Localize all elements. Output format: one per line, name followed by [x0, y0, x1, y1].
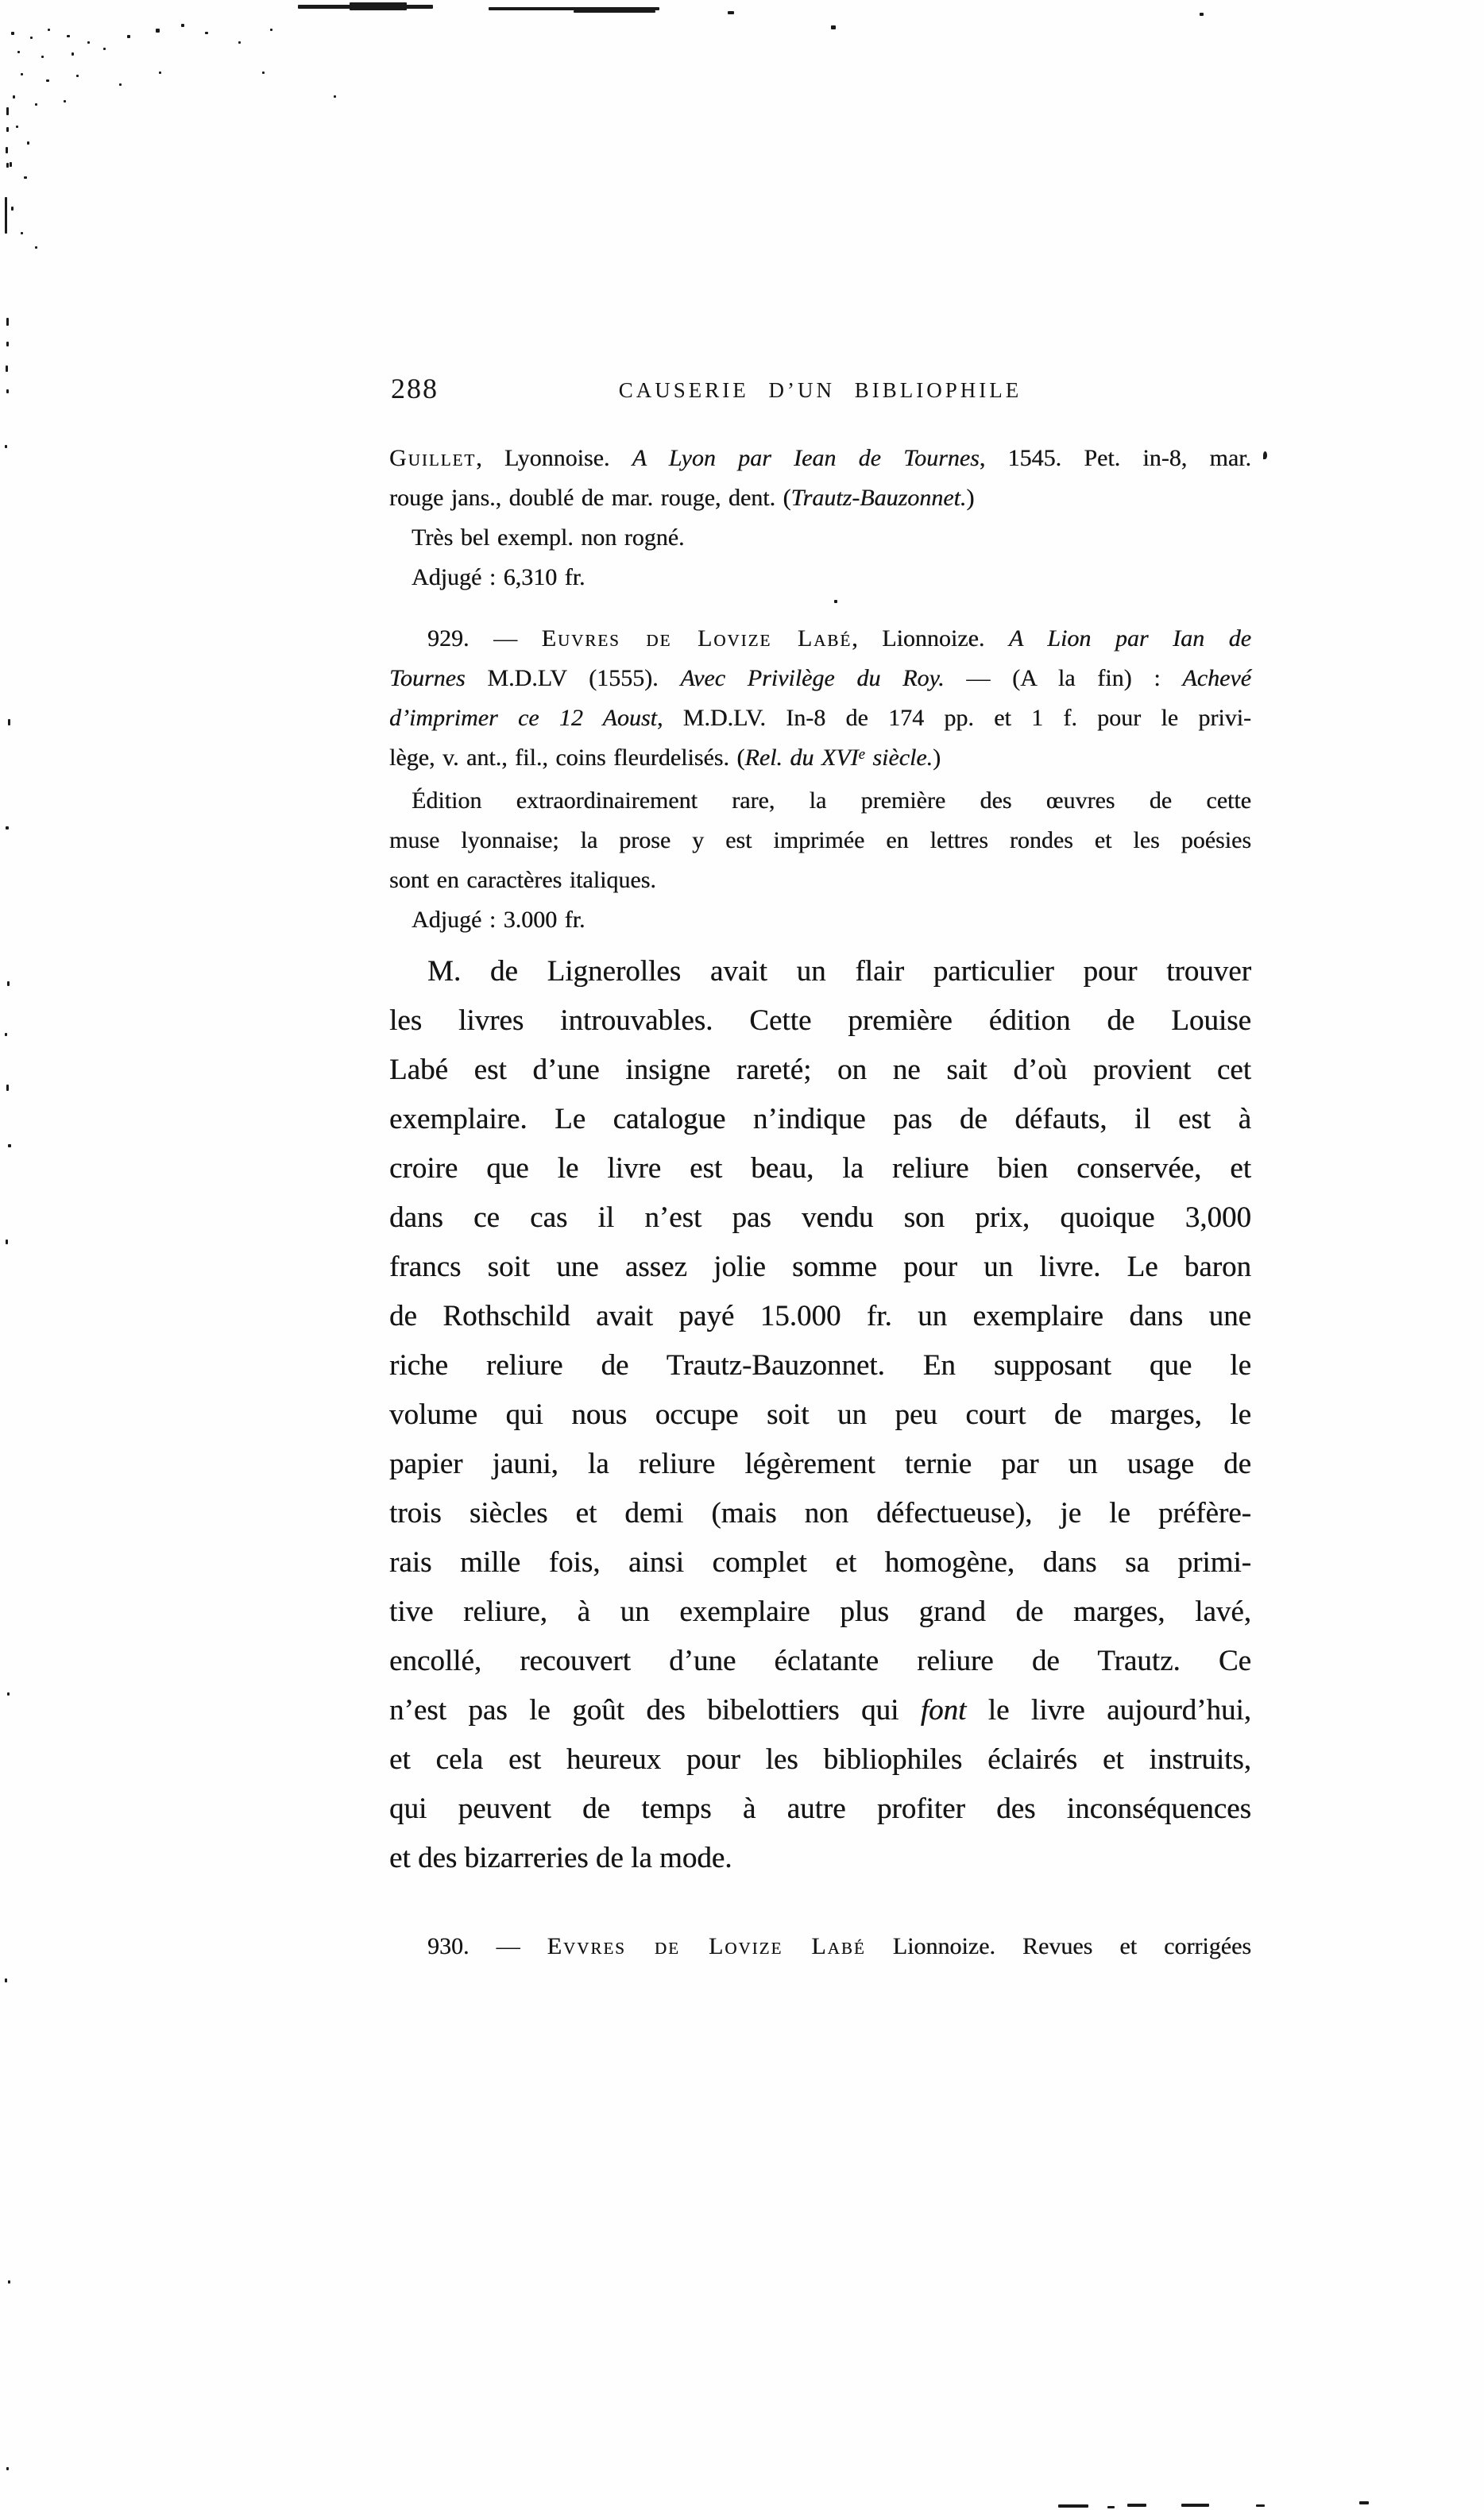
italic-segment: font	[920, 1694, 967, 1727]
scan-speckle	[1058, 2504, 1088, 2508]
smallcaps-segment: Euvres de Lovize Labé	[541, 625, 852, 652]
text-line	[389, 1193, 1251, 1243]
scan-speckle	[103, 48, 106, 50]
text-line	[389, 518, 1251, 558]
text-line	[389, 947, 1251, 996]
scan-speckle	[6, 342, 9, 346]
text-line	[389, 1390, 1251, 1440]
text-segment: tive reliure, à un exemplaire plus grand de marges, lavé,	[389, 1595, 1251, 1628]
text-line	[389, 1927, 1251, 1967]
scan-speckle	[1107, 2506, 1115, 2508]
text-segment: riche reliure de Trautz-Bauzonnet. En supposant que le	[389, 1349, 1251, 1382]
text-line	[389, 1095, 1251, 1144]
text-line	[389, 781, 1251, 821]
scan-speckle	[1359, 2501, 1369, 2504]
smallcaps-segment: Guillet	[389, 445, 477, 471]
text-segment: 929. —	[427, 625, 542, 652]
scan-speckle	[6, 2467, 9, 2470]
entry-930	[389, 1927, 1251, 1967]
text-segment: sont en caractères italiques.	[389, 867, 656, 893]
text-segment: Édition extraordinairement rare, la première des œuvres de cette	[412, 787, 1251, 814]
scan-speckle	[6, 1085, 9, 1091]
scan-speckle	[1256, 2504, 1265, 2507]
text-line	[389, 821, 1251, 861]
text-line	[389, 1735, 1251, 1785]
scan-speckle	[127, 35, 130, 38]
text-line	[389, 439, 1251, 478]
text-segment: , Lyonnoise.	[476, 445, 632, 471]
text-segment: n’est pas le goût des bibelottiers qui	[389, 1694, 921, 1727]
text-segment: les livres introuvables. Cette première édition de Louise	[389, 1004, 1251, 1037]
scan-speckle	[48, 29, 50, 31]
scan-speckle	[7, 1692, 10, 1696]
text-line	[389, 1834, 1251, 1883]
text-line	[389, 1243, 1251, 1292]
text-line	[389, 738, 1251, 781]
scan-speckle	[76, 75, 79, 77]
text-segment: )	[966, 485, 975, 511]
scan-speckle	[159, 72, 161, 74]
scan-speckle	[1181, 2504, 1209, 2507]
text-line	[389, 996, 1251, 1046]
scan-speckle	[16, 126, 18, 128]
superscript-segment: e	[858, 745, 865, 763]
scan-speckle	[7, 981, 10, 986]
scan-speckle	[834, 600, 837, 603]
italic-segment: A Lion par Ian de	[1008, 625, 1251, 652]
text-segment: et cela est heureux pour les bibliophiles éclairés et instruits,	[389, 1743, 1251, 1776]
text-line	[389, 659, 1251, 698]
italic-segment: Achevé	[1182, 665, 1251, 691]
scan-speckle	[8, 1144, 11, 1147]
scan-speckle	[17, 51, 20, 53]
text-segment: trois siècles et demi (mais non défectueuse), je le préfère-	[389, 1497, 1251, 1530]
scan-speckle	[35, 103, 37, 106]
text-line	[389, 1637, 1251, 1686]
scan-speckle	[71, 52, 74, 56]
italic-segment: A Lyon par Iean de Tournes	[632, 445, 980, 471]
scan-speckle	[728, 11, 734, 14]
scan-speckle	[6, 127, 9, 132]
text-segment: , Lionnoize.	[852, 625, 1009, 652]
scan-speckle	[8, 2280, 10, 2284]
scan-speckle	[5, 445, 7, 448]
scan-speckle	[6, 318, 9, 326]
text-segment: muse lyonnaise; la prose y est imprimée en lettres rondes et les poésies	[389, 827, 1251, 853]
text-segment: Très bel exempl. non rogné.	[412, 524, 685, 551]
scan-speckle	[11, 32, 14, 35]
scan-speckle	[5, 197, 7, 234]
text-line	[389, 619, 1251, 659]
text-segment: Adjugé : 6,310 fr.	[412, 564, 585, 590]
entry-929	[389, 619, 1251, 940]
text-line	[389, 558, 1251, 598]
text-segment: M.D.LV (1555).	[465, 665, 681, 691]
italic-segment: Tournes	[389, 665, 466, 691]
entry-guillet	[389, 439, 1251, 598]
text-segment: , M.D.LV. In-8 de 174 pp. et 1 f. pour le privi-	[656, 705, 1251, 731]
scan-speckle	[119, 83, 122, 86]
scan-speckle	[1200, 13, 1204, 16]
text-segment: Adjugé : 3.000 fr.	[412, 907, 585, 933]
text-segment: de Rothschild avait payé 15.000 fr. un exemplaire dans une	[389, 1300, 1251, 1332]
text-line	[389, 1686, 1251, 1735]
text-line	[389, 478, 1251, 518]
text-segment: volume qui nous occupe soit un peu court de marges, le	[389, 1398, 1251, 1431]
text-line	[389, 1538, 1251, 1588]
italic-segment: Trautz-Bauzonnet.	[790, 485, 967, 511]
scan-speckle	[6, 163, 9, 168]
text-segment: le livre aujourd’hui,	[966, 1694, 1251, 1727]
smallcaps-segment: Evvres de Lovize Labé	[547, 1933, 866, 1959]
scan-speckle	[11, 207, 14, 211]
scan-speckle	[24, 176, 27, 179]
scan-speckle	[5, 1978, 7, 1982]
scan-speckle	[6, 147, 8, 153]
scan-speckle	[21, 73, 23, 75]
scan-speckle	[270, 29, 272, 31]
scan-speckle	[831, 25, 836, 29]
scan-speckle	[5, 1033, 7, 1036]
scan-speckle	[13, 95, 15, 99]
scan-speckle	[6, 1240, 8, 1244]
text-segment: )	[933, 744, 941, 771]
scan-speckle	[156, 29, 160, 33]
scan-speckle	[334, 95, 336, 98]
scan-speckle	[6, 365, 8, 372]
running-title: CAUSERIE D’UN BIBLIOPHILE	[618, 378, 1022, 402]
text-segment: croire que le livre est beau, la reliure bien conservée, et	[389, 1152, 1251, 1185]
text-segment: francs soit une assez jolie somme pour un livre. Le baron	[389, 1251, 1251, 1283]
text-segment: , 1545. Pet. in-8, mar.	[979, 445, 1251, 471]
scan-speckle	[27, 141, 29, 145]
scan-ink-mark	[1263, 451, 1267, 459]
scan-speckle	[67, 35, 70, 37]
scan-speckle	[262, 72, 265, 74]
text-line	[389, 861, 1251, 900]
text-segment: Lionnoize. Revues et corrigées	[865, 1933, 1252, 1959]
text-line	[389, 1144, 1251, 1193]
text-segment: encollé, recouvert d’une éclatante reliure de Trautz. Ce	[389, 1645, 1251, 1677]
scan-speckle	[6, 826, 9, 830]
scan-speckle	[574, 10, 655, 13]
text-line	[389, 1489, 1251, 1538]
text-segment: rouge jans., doublé de mar. rouge, dent. (	[389, 485, 791, 511]
scan-speckle	[350, 2, 407, 10]
text-segment: rais mille fois, ainsi complet et homogène, dans sa primi-	[389, 1546, 1251, 1579]
text-line	[389, 1588, 1251, 1637]
text-segment: dans ce cas il n’est pas vendu son prix, quoique 3,000	[389, 1201, 1251, 1234]
text-line	[389, 1292, 1251, 1341]
text-segment: lège, v. ant., fil., coins fleurdelisés. (	[389, 744, 745, 771]
scan-speckle	[35, 246, 37, 249]
text-segment: et des bizarreries de la mode.	[389, 1842, 732, 1874]
text-line	[389, 1785, 1251, 1834]
scan-speckle	[87, 41, 90, 44]
scan-speckle	[41, 56, 44, 58]
scan-speckle	[10, 162, 12, 167]
text-segment: 930. —	[427, 1933, 547, 1959]
page-number: 288	[391, 373, 439, 404]
text-segment: papier jauni, la reliure légèrement ternie par un usage de	[389, 1448, 1251, 1480]
text-segment: — (A la fin) :	[944, 665, 1183, 691]
italic-segment: d’imprimer ce 12 Aoust	[389, 705, 657, 731]
text-line	[389, 1046, 1251, 1095]
scan-speckle	[30, 37, 33, 39]
text-line	[389, 1341, 1251, 1390]
scan-speckle	[21, 232, 23, 234]
scan-speckle	[46, 79, 49, 82]
text-segment: M. de Lignerolles avait un flair particulier pour trouver	[427, 955, 1251, 988]
scan-speckle	[8, 719, 10, 725]
text-line	[389, 1440, 1251, 1489]
scan-speckle	[6, 389, 9, 393]
italic-segment: siècle.	[864, 744, 933, 771]
text-segment: Labé est d’une insigne rareté; on ne sait d’où provient cet	[389, 1054, 1251, 1086]
italic-segment: Avec Privilège du Roy.	[680, 665, 945, 691]
text-segment: exemplaire. Le catalogue n’indique pas de défauts, il est à	[389, 1103, 1251, 1135]
text-segment: qui peuvent de temps à autre profiter des inconséquences	[389, 1793, 1251, 1825]
scan-speckle	[6, 107, 9, 115]
text-line	[389, 698, 1251, 738]
scan-speckle	[238, 41, 241, 44]
scan-speckle	[205, 32, 208, 34]
text-line	[389, 900, 1251, 940]
commentary-paragraph	[389, 947, 1251, 1883]
italic-segment: Rel. du XVI	[744, 744, 859, 771]
scan-speckle	[181, 24, 184, 27]
scan-speckle	[64, 100, 66, 102]
scan-speckle	[1127, 2504, 1146, 2507]
